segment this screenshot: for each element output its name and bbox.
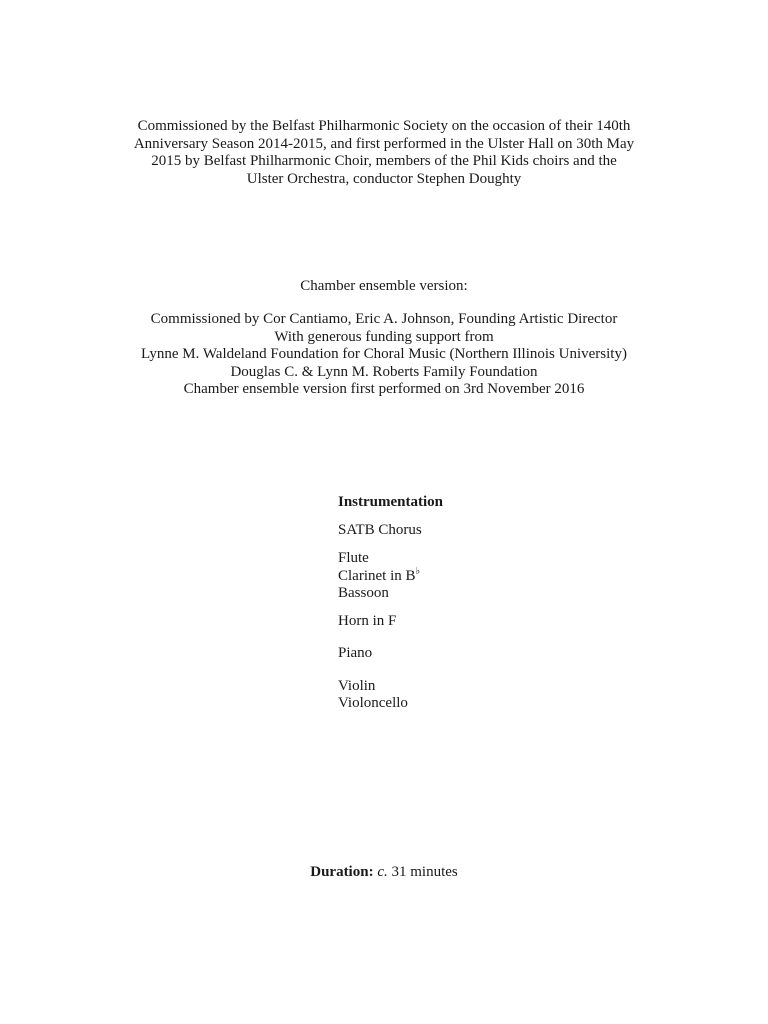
duration-approx: c. (377, 864, 388, 880)
chamber-commission-note (0, 311, 768, 399)
instrument-flute: Flute (338, 550, 369, 566)
chamber-line: Douglas C. & Lynn M. Roberts Family Foundation (230, 363, 538, 380)
instrument-horn: Horn in F (338, 612, 397, 629)
instrumentation-list (338, 494, 443, 713)
chamber-heading: Chamber ensemble version: (300, 278, 468, 294)
chamber-line: With generous funding support from (274, 328, 494, 345)
duration-label: Duration: (310, 864, 374, 880)
flat-sign: ♭ (415, 565, 421, 577)
instrument-piano: Piano (338, 645, 373, 661)
instrument-chorus: SATB Chorus (338, 521, 422, 538)
commission-line: Commissioned by the Belfast Philharmonic Society on the occasion of their 140th (137, 118, 631, 134)
duration-value: 31 minutes (391, 864, 458, 880)
clarinet-label: Clarinet in B (338, 567, 416, 584)
commission-line: Ulster Orchestra, conductor Stephen Doughty (246, 170, 522, 187)
instrument-cello: Violoncello (338, 695, 408, 711)
chamber-line: Lynne M. Waldeland Foundation for Choral Music (Northern Illinois University) (141, 346, 627, 362)
instrument-clarinet (338, 565, 443, 586)
commission-line: Anniversary Season 2014-2015, and first performed in the Ulster Hall on 30th May (133, 135, 635, 152)
duration (0, 864, 768, 882)
instrument-violin: Violin (338, 677, 376, 694)
instrumentation-heading: Instrumentation (338, 494, 444, 510)
instrument-bassoon: Bassoon (338, 585, 389, 601)
chamber-line: Chamber ensemble version first performed on 3rd November 2016 (183, 381, 585, 397)
commission-line: 2015 by Belfast Philharmonic Choir, members of the Phil Kids choirs and the (151, 153, 617, 169)
chamber-line: Commissioned by Cor Cantiamo, Eric A. Johnson, Founding Artistic Director (150, 311, 618, 327)
commission-note (0, 118, 768, 188)
